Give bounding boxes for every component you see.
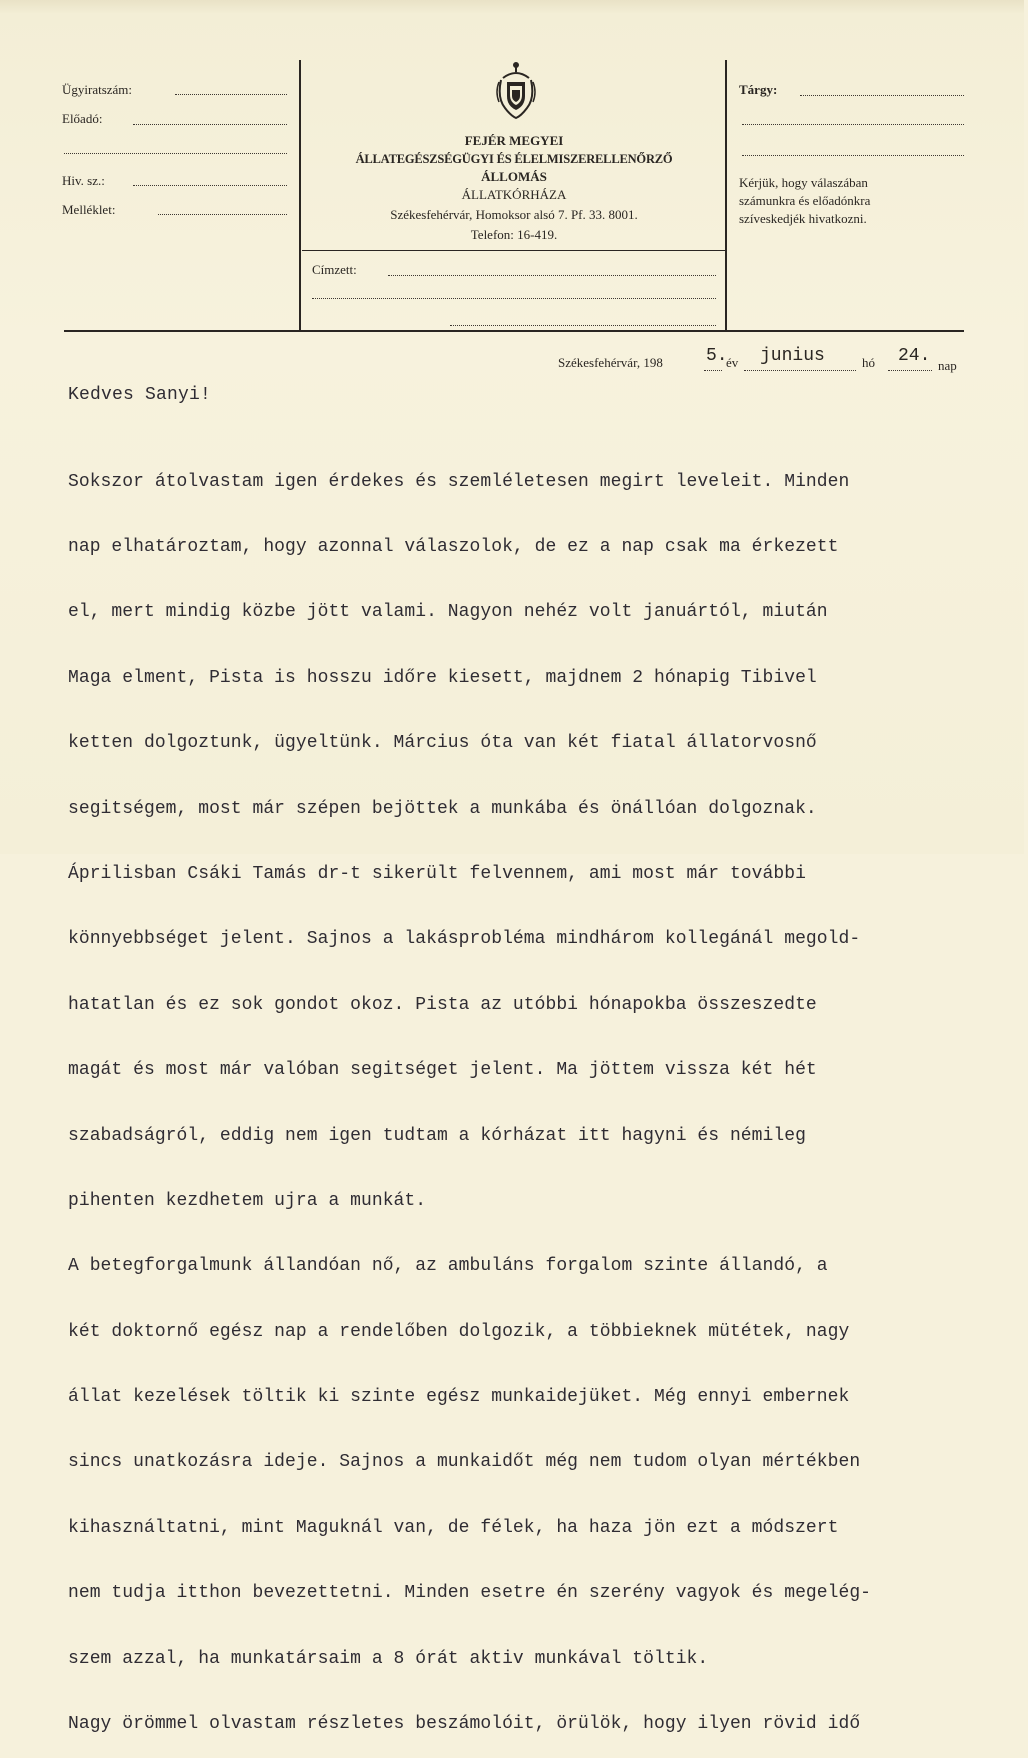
field-label: Előadó: <box>62 111 103 126</box>
reference-note-line: Kérjük, hogy válaszában <box>739 175 868 190</box>
date-place-year: Székesfehérvár, 198 <box>558 355 663 370</box>
coat-of-arms-icon <box>493 62 539 120</box>
reference-note-line: szíveskedjék hivatkozni. <box>739 211 867 226</box>
letter-line: magát és most már valóban segitséget jelent. Ma jöttem vissza két hét <box>68 1060 817 1081</box>
letter-line: A betegforgalmunk állandóan nő, az ambuláns forgalom szinte állandó, a <box>68 1256 828 1277</box>
letter-line: Sokszor átolvastam igen érdekes és szemléletesen megirt leveleit. Minden <box>68 471 850 492</box>
institution-line-3: ÁLLOMÁS <box>481 169 547 184</box>
dotted-line <box>312 298 716 299</box>
letter-greeting: Kedves Sanyi! <box>68 385 212 405</box>
date-nap-label: nap <box>938 358 957 373</box>
dotted-line <box>175 94 287 95</box>
recipient-rule <box>302 250 725 251</box>
dotted-line <box>133 124 287 125</box>
field-attachment <box>62 202 115 218</box>
letter-line: segitségem, most már szépen bejöttek a munkába és önállóan dolgoznak. <box>68 798 817 819</box>
letter-line: két doktornő egész nap a rendelőben dolgozik, a többieknek mütétek, nagy <box>68 1321 850 1342</box>
dotted-line <box>388 275 716 276</box>
reference-note <box>739 174 870 228</box>
dotted-line <box>450 325 716 326</box>
letter-line: könnyebbséget jelent. Sajnos a lakásprobléma mindhárom kollegánál megold- <box>68 929 861 950</box>
field-label: Melléklet: <box>62 202 116 217</box>
subject-label: Tárgy: <box>739 82 778 97</box>
letter-line: Nagy örömmel olvastam részletes beszámolóit, örülök, hogy ilyen rövid idő <box>68 1714 861 1735</box>
letter-line: nap elhatároztam, hogy azonnal válaszolok, de ez a nap csak ma érkezett <box>68 536 839 557</box>
dotted-line <box>742 155 964 156</box>
letter-body <box>68 428 1028 1758</box>
letter-line: el, mert mindig közbe jött valami. Nagyon nehéz volt januártól, miután <box>68 602 828 623</box>
letter-line: Áprilisban Csáki Tamás dr-t sikerült felvennem, ami most már további <box>68 863 806 884</box>
institution-phone: Telefon: 16-419. <box>470 227 558 242</box>
dotted-line <box>742 124 964 125</box>
field-label: Hiv. sz.: <box>62 173 105 188</box>
letter-line: sincs unatkozásra ideje. Sajnos a munkaidőt még nem tudom olyan mértékben <box>68 1452 861 1473</box>
field-ref-number <box>62 173 105 189</box>
field-case-number <box>62 82 132 98</box>
dotted-line <box>133 185 287 186</box>
header-bottom-rule <box>64 330 964 332</box>
dotted-line <box>64 153 287 154</box>
dotted-line <box>800 95 964 96</box>
date-ho-label: hó <box>862 355 875 370</box>
left-divider <box>299 60 301 330</box>
dotted-line <box>704 370 722 371</box>
letter-line: szem azzal, ha munkatársaim a 8 órát aktiv munkával töltik. <box>68 1648 709 1669</box>
letter-line: ketten dolgoztunk, ügyeltünk. Március óta van két fiatal állatorvosnő <box>68 733 817 754</box>
field-officer <box>62 111 102 127</box>
letter-line: Maga elment, Pista is hosszu időre kiesett, majdnem 2 hónapig Tibivel <box>68 667 817 688</box>
letter-line: kihasználtatni, mint Maguknál van, de félek, ha haza jön ezt a módszert <box>68 1517 839 1538</box>
dotted-line <box>158 214 287 215</box>
institution-line-1: FEJÉR MEGYEI <box>464 133 564 148</box>
institution-address: Székesfehérvár, Homoksor alsó 7. Pf. 33. 8001. <box>390 207 638 222</box>
dotted-line <box>888 370 932 371</box>
date-ev-label: év <box>726 355 739 370</box>
recipient-label: Címzett: <box>312 262 357 277</box>
dotted-line <box>744 370 856 371</box>
letter-line: pihenten kezdhetem ujra a munkát. <box>68 1190 427 1211</box>
reference-note-line: számunkra és előadónkra <box>739 193 871 208</box>
date-month: junius <box>760 346 825 366</box>
date-year-digit: 5. <box>706 346 728 366</box>
paper-top-edge <box>0 0 1024 14</box>
letter-line: nem tudja itthon bevezettetni. Minden esetre én szerény vagyok és megelég- <box>68 1583 872 1604</box>
institution-line-4: ÁLLATKÓRHÁZA <box>461 187 567 202</box>
institution-line-2: ÁLLATEGÉSZSÉGÜGYI ÉS ÉLELMISZERELLENŐRZŐ <box>355 152 673 166</box>
letter-line: állat kezelések töltik ki szinte egész munkaidejüket. Még ennyi embernek <box>68 1387 850 1408</box>
date-day: 24. <box>898 346 931 366</box>
letter-line: szabadságról, eddig nem igen tudtam a kórházat itt hagyni és némileg <box>68 1125 806 1146</box>
letter-line: hatatlan és ez sok gondot okoz. Pista az utóbbi hónapokba összeszedte <box>68 994 817 1015</box>
field-label: Ügyiratszám: <box>62 82 133 97</box>
